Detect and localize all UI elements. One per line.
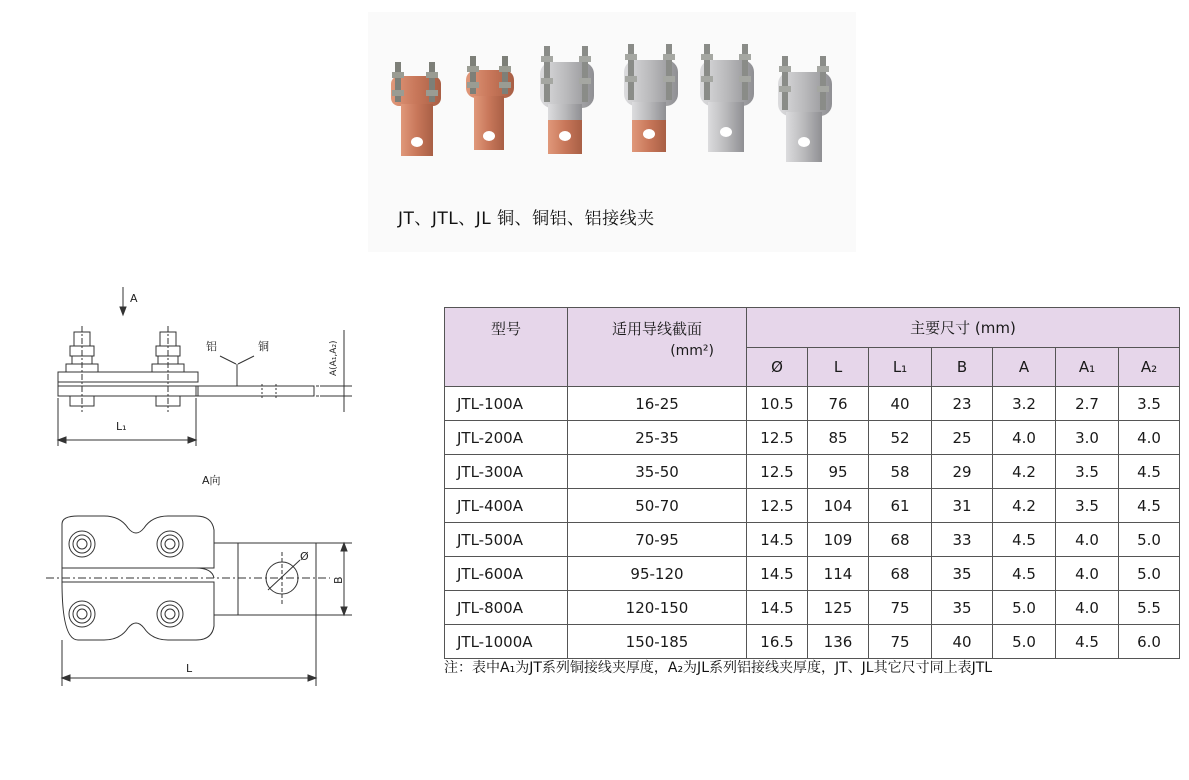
table-row	[445, 387, 1180, 421]
cell-dim: 40	[869, 387, 932, 421]
label-thickness: A(A₁,A₂)	[329, 340, 339, 376]
cell-dim: 4.0	[1056, 557, 1119, 591]
cell-dim: 136	[808, 625, 869, 659]
cell-dim: 104	[808, 489, 869, 523]
label-copper: 铜	[258, 340, 269, 353]
cell-dim: 5.0	[993, 625, 1056, 659]
cell-dim: 68	[869, 523, 932, 557]
cell-section: 95-120	[568, 557, 747, 591]
cell-section: 120-150	[568, 591, 747, 625]
header-section	[568, 308, 747, 387]
table-body	[445, 387, 1180, 659]
cell-dim: 5.0	[1119, 557, 1180, 591]
cell-dim: 25	[932, 421, 993, 455]
clamp-photo-aluminum-1	[694, 42, 760, 154]
cell-dim: 52	[869, 421, 932, 455]
cell-dim: 16.5	[747, 625, 808, 659]
header-main-dims: 主要尺寸 (mm)	[747, 308, 1180, 348]
label-view-a: A向	[202, 474, 221, 487]
dim-header-2: L₁	[869, 347, 932, 387]
dim-header-4: A	[993, 347, 1056, 387]
clamp-photo-copper-aluminum-2	[618, 42, 684, 154]
cell-dim: 85	[808, 421, 869, 455]
cell-dim: 114	[808, 557, 869, 591]
cell-dim: 3.0	[1056, 421, 1119, 455]
label-b: B	[332, 576, 345, 584]
cell-dim: 4.0	[1056, 523, 1119, 557]
cell-dim: 3.2	[993, 387, 1056, 421]
cell-dim: 68	[869, 557, 932, 591]
cell-dim: 4.5	[1119, 489, 1180, 523]
cell-dim: 14.5	[747, 523, 808, 557]
table-row	[445, 557, 1180, 591]
cell-dim: 12.5	[747, 489, 808, 523]
cell-model: JTL-400A	[445, 489, 568, 523]
header-section-unit: (mm²)	[670, 343, 714, 359]
cell-dim: 14.5	[747, 591, 808, 625]
cell-dim: 75	[869, 591, 932, 625]
cell-section: 50-70	[568, 489, 747, 523]
table-row	[445, 455, 1180, 489]
cell-dim: 40	[932, 625, 993, 659]
cell-section: 150-185	[568, 625, 747, 659]
cell-dim: 5.0	[1119, 523, 1180, 557]
cell-model: JTL-300A	[445, 455, 568, 489]
cell-dim: 109	[808, 523, 869, 557]
clamp-photo-copper-2	[462, 52, 522, 152]
cell-dim: 5.0	[993, 591, 1056, 625]
cell-dim: 61	[869, 489, 932, 523]
cell-dim: 14.5	[747, 557, 808, 591]
cell-dim: 6.0	[1119, 625, 1180, 659]
table-row	[445, 489, 1180, 523]
clamp-photo-copper-aluminum-1	[536, 44, 602, 156]
label-aluminum: 铝	[206, 340, 217, 353]
cell-dim: 4.2	[993, 455, 1056, 489]
cell-section: 35-50	[568, 455, 747, 489]
technical-drawing	[0, 0, 440, 720]
cell-dim: 4.5	[1056, 625, 1119, 659]
cell-dim: 4.5	[1119, 455, 1180, 489]
cell-model: JTL-800A	[445, 591, 568, 625]
cell-dim: 31	[932, 489, 993, 523]
dim-header-5: A₁	[1056, 347, 1119, 387]
cell-model: JTL-200A	[445, 421, 568, 455]
dim-header-0: Ø	[747, 347, 808, 387]
cell-dim: 125	[808, 591, 869, 625]
cell-dim: 12.5	[747, 421, 808, 455]
cell-dim: 4.0	[1119, 421, 1180, 455]
label-diameter: Ø	[300, 550, 309, 563]
cell-dim: 23	[932, 387, 993, 421]
label-l: L	[186, 662, 193, 675]
cell-dim: 3.5	[1119, 387, 1180, 421]
cell-dim: 95	[808, 455, 869, 489]
cell-dim: 35	[932, 557, 993, 591]
cell-dim: 58	[869, 455, 932, 489]
cell-dim: 4.0	[993, 421, 1056, 455]
cell-dim: 5.5	[1119, 591, 1180, 625]
cell-model: JTL-500A	[445, 523, 568, 557]
table-row	[445, 523, 1180, 557]
label-arrow-a: A	[130, 292, 138, 305]
cell-dim: 35	[932, 591, 993, 625]
cell-model: JTL-600A	[445, 557, 568, 591]
label-l1: L₁	[116, 420, 127, 433]
header-section-label: 适用导线截面	[611, 320, 702, 338]
cell-dim: 3.5	[1056, 489, 1119, 523]
table-row	[445, 625, 1180, 659]
table-row	[445, 421, 1180, 455]
cell-dim: 10.5	[747, 387, 808, 421]
dim-header-3: B	[932, 347, 993, 387]
photo-caption: JT、JTL、JL 铜、铜铝、铝接线夹	[398, 209, 655, 229]
cell-dim: 2.7	[1056, 387, 1119, 421]
clamp-photo-aluminum-2	[772, 54, 838, 166]
cell-dim: 4.0	[1056, 591, 1119, 625]
dim-header-6: A₂	[1119, 347, 1180, 387]
cell-model: JTL-100A	[445, 387, 568, 421]
cell-dim: 33	[932, 523, 993, 557]
dim-header-1: L	[808, 347, 869, 387]
cell-section: 70-95	[568, 523, 747, 557]
cell-dim: 12.5	[747, 455, 808, 489]
cell-section: 25-35	[568, 421, 747, 455]
cell-dim: 4.5	[993, 523, 1056, 557]
header-model: 型号	[445, 308, 568, 387]
cell-model: JTL-1000A	[445, 625, 568, 659]
cell-section: 16-25	[568, 387, 747, 421]
cell-dim: 4.5	[993, 557, 1056, 591]
cell-dim: 76	[808, 387, 869, 421]
cell-dim: 75	[869, 625, 932, 659]
cell-dim: 4.2	[993, 489, 1056, 523]
table-row	[445, 591, 1180, 625]
cell-dim: 3.5	[1056, 455, 1119, 489]
table-note: 注：表中A₁为JT系列铜接线夹厚度，A₂为JL系列铝接线夹厚度，JT、JL其它尺寸同上表JTL	[444, 660, 993, 676]
cell-dim: 29	[932, 455, 993, 489]
spec-table	[444, 307, 1180, 659]
